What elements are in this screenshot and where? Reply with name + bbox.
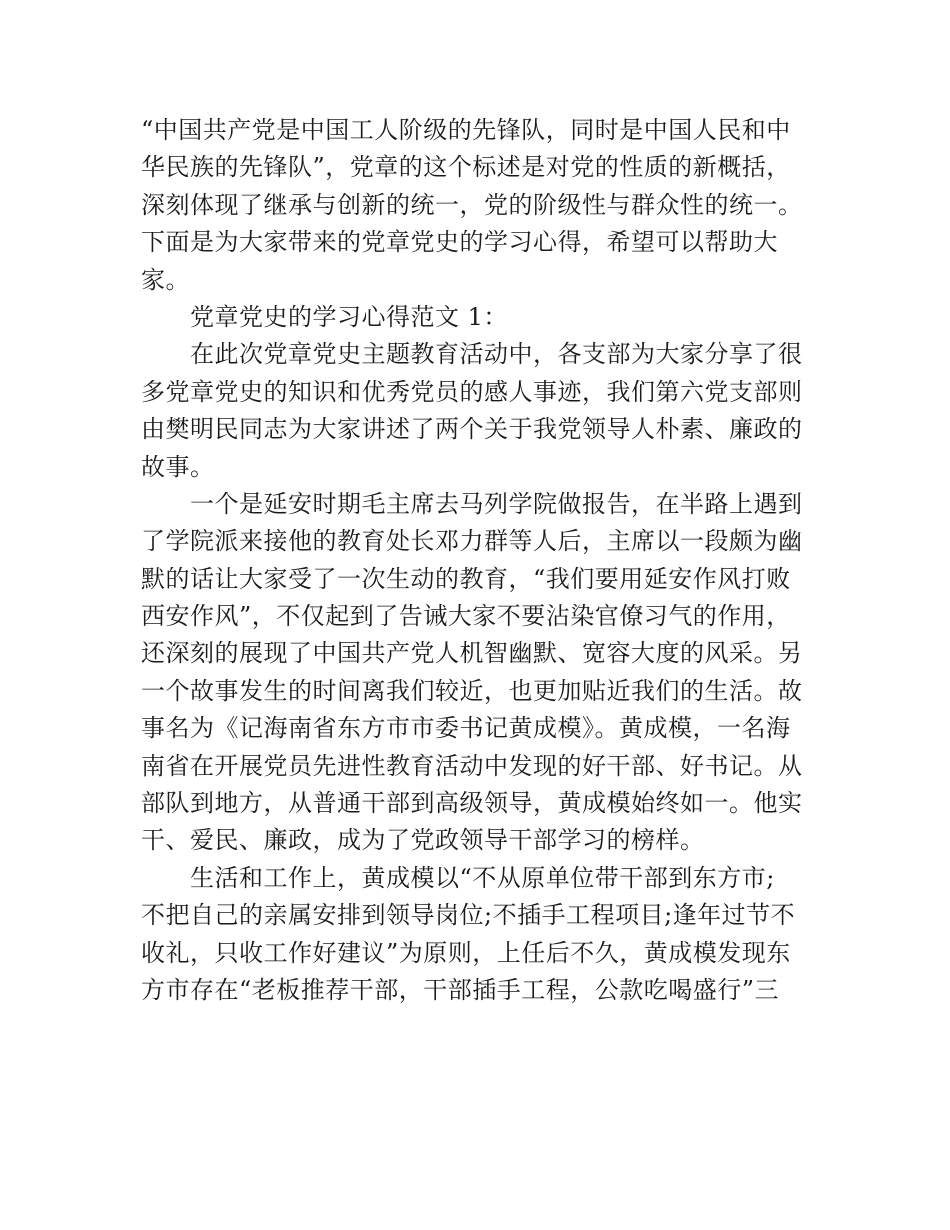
text-line: 收礼，只收工作好建议”为原则，上任后不久，黄成模发现东: [141, 938, 791, 967]
text-line: 下面是为大家带来的党章党史的学习心得，希望可以帮助大: [141, 228, 778, 257]
text-line: 西安作风”，不仅起到了告诫大家不要沾染官僚习气的作用，: [141, 602, 791, 631]
text-line: 一个故事发生的时间离我们较近，也更加贴近我们的生活。故: [141, 676, 803, 705]
section-heading: [141, 299, 831, 336]
text-line: 方市存在“老板推荐干部，干部插手工程，公款吃喝盛行”三: [141, 975, 780, 1004]
paragraph-intro: [141, 112, 831, 299]
text-line: 由樊明民同志为大家讲述了两个关于我党领导人朴素、廉政的: [141, 415, 803, 444]
heading-line: 党章党史的学习心得范文 1：: [190, 302, 508, 331]
text-line: 默的话让大家受了一次生动的教育，“我们要用延安作风打败: [141, 564, 791, 593]
text-line: 一个是延安时期毛主席去马列学院做报告，在半路上遇到: [190, 489, 803, 518]
text-line: 华民族的先锋队”，党章的这个标述是对党的性质的新概括，: [141, 153, 791, 182]
text-line: 了学院派来接他的教育处长邓力群等人后，主席以一段颇为幽: [141, 527, 803, 556]
text-line: “中国共产党是中国工人阶级的先锋队，同时是中国人民和中: [141, 116, 791, 144]
text-line: 多党章党史的知识和优秀党员的感人事迹，我们第六党支部则: [141, 377, 803, 406]
text-line: 家。: [141, 265, 190, 294]
text-line: 还深刻的展现了中国共产党人机智幽默、宽容大度的风采。另: [141, 639, 803, 668]
text-line: 故事。: [141, 452, 215, 481]
text-line: 事名为《记海南省东方市市委书记黄成模》。黄成模，一名海: [141, 714, 791, 743]
document-body: [141, 112, 831, 1009]
text-line: 深刻体现了继承与创新的统一，党的阶级性与群众性的统一。: [141, 190, 803, 219]
paragraph-principles: [141, 860, 831, 1010]
text-line: 生活和工作上，黄成模以“不从原单位带干部到东方市;: [190, 863, 775, 892]
text-line: 部队到地方，从普通干部到高级领导，黄成模始终如一。他实: [141, 789, 803, 818]
text-line: 南省在开展党员先进性教育活动中发现的好干部、好书记。从: [141, 751, 803, 780]
text-line: 干、爱民、廉政，成为了党政领导干部学习的榜样。: [141, 826, 705, 855]
text-line: 在此次党章党史主题教育活动中，各支部为大家分享了很: [190, 340, 803, 369]
text-line: 不把自己的亲属安排到领导岗位;不插手工程项目;逢年过节不: [141, 901, 796, 930]
paragraph-stories: [141, 486, 831, 860]
paragraph-activity: [141, 336, 831, 486]
